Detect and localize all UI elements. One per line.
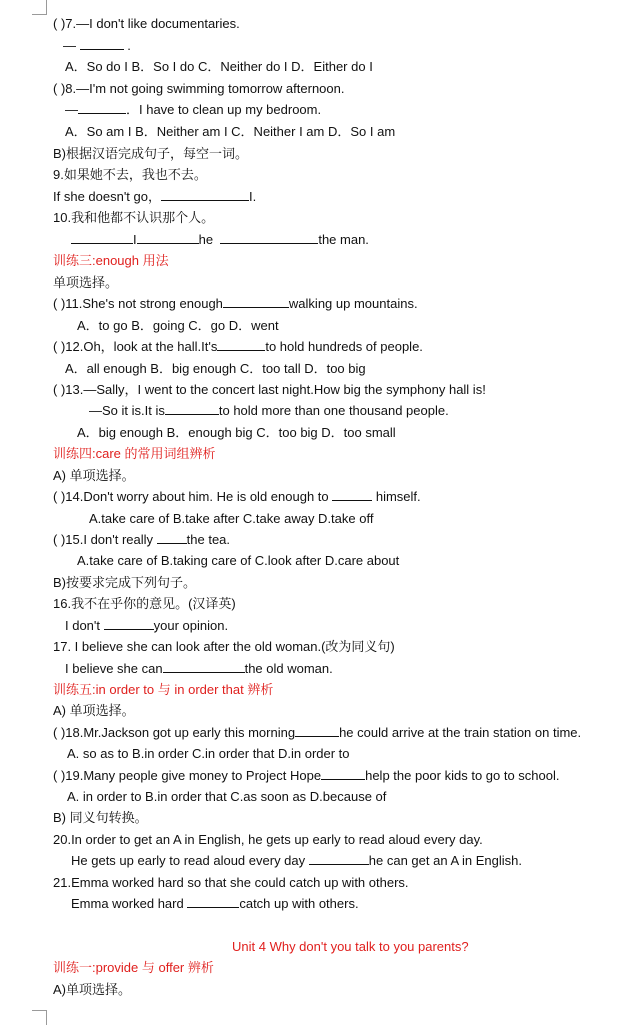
question-11-options: A．to go B．going C．go D．went xyxy=(77,318,279,333)
question-12: ( )12.Oh，look at the hall.It's to hold hundreds of people. xyxy=(53,339,423,354)
training-3-instruction: 单项选择。 xyxy=(53,275,119,290)
question-15: ( )15.I don't really the tea. xyxy=(53,532,231,547)
question-21-answer: Emma worked hard catch up with others. xyxy=(71,896,359,911)
question-7: ( )7.—I don't like documentaries. xyxy=(53,16,240,31)
question-17-answer: I believe she can the old woman. xyxy=(65,661,333,676)
question-20: 20.In order to get an A in English, he gets up early to read aloud every day. xyxy=(53,832,483,847)
question-13-options: A．big enough B．enough big C．too big D．too small xyxy=(77,425,396,440)
question-13-reply: —So it is.It is to hold more than one thousand people. xyxy=(89,403,449,418)
training-3-heading: 训练三:enough 用法 xyxy=(53,253,169,268)
training-4-part-b: B)按要求完成下列句子。 xyxy=(53,575,197,590)
training-1-part-a: A)单项选择。 xyxy=(53,982,132,997)
question-8: ( )8.—I'm not going swimming tomorrow afternoon. xyxy=(53,81,345,96)
training-5-heading: 训练五:in order to 与 in order that 辨析 xyxy=(53,682,274,697)
question-16: 16.我不在乎你的意见。(汉译英) xyxy=(53,596,236,611)
question-9-answer: If she doesn't go， I. xyxy=(53,189,257,204)
question-14: ( )14.Don't worry about him. He is old enough to himself. xyxy=(53,489,421,504)
question-9: 9.如果她不去，我也不去。 xyxy=(53,167,207,182)
question-18-options: A. so as to B.in order C.in order that D.in order to xyxy=(67,746,350,761)
section-b-heading: B)根据汉语完成句子，每空一词。 xyxy=(53,146,249,161)
training-5-part-a: A) 单项选择。 xyxy=(53,703,135,718)
training-4-heading: 训练四:care 的常用词组辨析 xyxy=(53,446,216,461)
question-10-answer: I he the man. xyxy=(71,232,369,248)
question-13: ( )13.—Sally，I went to the concert last night.How big the symphony hall is! xyxy=(53,382,486,397)
question-16-answer: I don't your opinion. xyxy=(65,618,229,633)
question-12-options: A．all enough B．big enough C．too tall D．too big xyxy=(65,361,366,376)
question-19: ( )19.Many people give money to Project Hope help the poor kids to go to school. xyxy=(53,768,560,783)
training-5-part-b: B) 同义句转换。 xyxy=(53,810,148,825)
training-4-part-a: A) 单项选择。 xyxy=(53,468,135,483)
question-20-answer: He gets up early to read aloud every day he can get an A in English. xyxy=(71,853,522,868)
question-7-options: A．So do I B．So I do C．Neither do I D．Either do I xyxy=(65,59,373,74)
question-7-dialog: — . xyxy=(63,38,131,53)
unit-4-title: Unit 4 Why don't you talk to you parents? xyxy=(232,939,469,954)
question-11: ( )11.She's not strong enough walking up mountains. xyxy=(53,296,418,311)
question-14-options: A.take care of B.take after C.take away D.take off xyxy=(89,511,374,526)
question-8-options: A．So am I B．Neither am I C．Neither I am D．So I am xyxy=(65,124,396,139)
training-1-heading: 训练一:provide 与 offer 辨析 xyxy=(53,960,214,975)
question-17: 17. I believe she can look after the old woman.(改为同义句) xyxy=(53,639,395,654)
question-18: ( )18.Mr.Jackson got up early this morning he could arrive at the train station on time. xyxy=(53,725,582,740)
question-21: 21.Emma worked hard so that she could catch up with others. xyxy=(53,875,409,890)
question-15-options: A.take care of B.taking care of C.look after D.care about xyxy=(77,553,400,568)
question-8-dialog: — ．I have to clean up my bedroom. xyxy=(65,102,322,117)
question-19-options: A. in order to B.in order that C.as soon as D.because of xyxy=(67,789,387,804)
question-10: 10.我和他都不认识那个人。 xyxy=(53,210,215,225)
